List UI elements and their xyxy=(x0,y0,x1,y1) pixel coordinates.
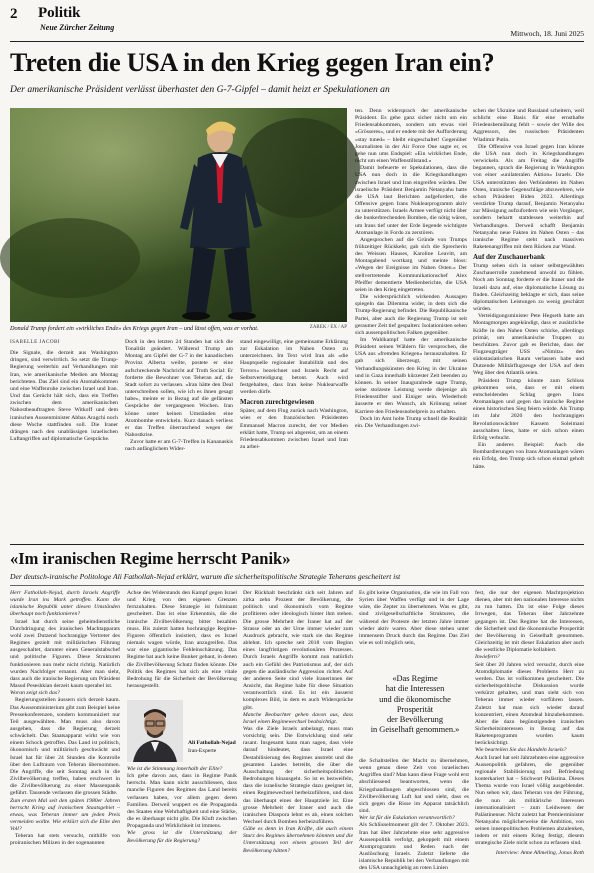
expert-portrait xyxy=(127,700,183,762)
answer: Als Schlüsselmoment gilt der 7. Oktober 2023. Iran hat über Jahrzehnte eine sehr aggressive Aussenpolitik verfolgt, gekoppelt mit einem Atomprogramm und Reden nach der Auslöschung Israels. Zuletzt lieferte die islamische Republik bei den Verhandlungen mit den USA unnachgiebig an roten Linien xyxy=(359,822,469,872)
answer: Israel hat durch seine geheimdienstliche Durchdringung des iranischen Machtapparats wohl zwei Dutzend hochrangige Vertreter des Regimes gezielt mit militärischen Führung ausgeschaltet, darunter einen Generalstabschef und politische Figuren. Diese Strukturen funktionieren nun mehr nicht richtig. Natürlich wurden Nachfolger ernannt. Aber man sieht, dass auch die iranische Regierung um Präsident Masud Peseshkian derzeit kaum operabel ist. xyxy=(10,618,120,690)
page-number: 2 xyxy=(10,6,18,22)
paragraph: schen der Ukraine und Russland scheitern, weil schlicht eine Basis für eine ernsthafte Friedensbemühung fehlt – sowie der Wille des Aggressors, des russischen Präsidenten Wladimir Putin. xyxy=(473,108,584,143)
portrait-name: Ali Fathollah-Nejad xyxy=(188,740,236,746)
article1-column-2 xyxy=(125,339,233,539)
answer: die Schaltstellen der Macht zu übernehmen, wenn genau diese Zeit von israelischen Angriffen sind? Man kann diese Frage wohl erst abschliessend beantworten, wenn die Kriegshandlungen abgeschlossen sind, die Zivilbevölkerung Luft hat und sieht, dass es sich gegen die Risse im Apparat tatsächlich sind. xyxy=(359,758,469,815)
interview-headline: «Im iranischen Regime herrscht Panik» xyxy=(10,549,291,568)
article2-column-4-top xyxy=(359,590,469,668)
question: Zum ersten Mal seit den späten 1980er Jahren herrscht Krieg auf iranischem Staatsgebiet – etwas, was Teheran immer um jeden Preis vermeiden wollte. Wie erklärt sich die Elite den Voll? xyxy=(10,797,120,833)
interview-deck: Der deutsch-iranische Politologe Ali Fathollah-Nejad erklärt, warum die sicherheitspolitische Strategie Teherans gescheitert ist xyxy=(10,572,401,581)
paragraph: Später, auf dem Flug zurück nach Washington, wies er den französischen Präsidenten Emmanuel Macron zurecht, der vor Medien erklärt hatte, Trump sei abgereist, um an einem Friedensabkommen zwischen Israel und Iran zu arbei- xyxy=(240,408,348,451)
paragraph: Zuvor hatte er am G-7-Treffen in Kananaskis nach anfänglichem Wider- xyxy=(125,439,233,453)
question: Woran zeigt sich das? xyxy=(10,690,60,697)
main-deck: Der amerikanische Präsident verlässt überhastet den G-7-Gipfel – damit heizt er Spekulationen an xyxy=(10,84,390,95)
question: Inwiefern? xyxy=(475,654,500,661)
article2-column-3 xyxy=(243,590,353,866)
answer: Auch Israel hat seit Jahrzehnten eine aggressive Aussenpolitik gefahren, die gegenüber regionale Stabilisierung und Befriedung konterkariert hat – Stichwort Palästina. Dieses Thema wurde von Israel völlig ausgeblendet. Nun sehen wir, dass Teheran von der Führung, die nun als militärische Interessen internationalisiert – zum Leidwesen der Palästinenser. Nicht zuletzt hat Premierminister Netanyahu möglicherweise die Ambition, von seinen innenpolitischen Problemen abzulenken, indem er mit einem Krieg festigt, diesem strategische Ziele nicht schon zu erfassen sind. xyxy=(475,754,584,847)
question: Wer ist für die Eskalation verantwortlich? xyxy=(359,815,455,822)
article1-column-5 xyxy=(473,108,584,539)
answer: Ich gehe davon aus, dass in Regime Panik herrscht. Man kann nicht ausschliessen, dass manche Figuren des Regimes das Land bereits verlassen haben, vor allem gegen deren Familien. Derweil wuppert es die Propaganda des Staates eine Wehrhaftigkeit und eine Stärke, die es überhaupt nicht gibt. Die Kluft zwischen Propaganda und Wirklichkeit ist immens. xyxy=(127,773,237,830)
question: Herr Fathollah-Nejad, durch Israels Angriffe wurde Iran ins Mark getroffen. Kann die islamische Republik unter diesen Umständen überhaupt noch funktionieren? xyxy=(10,590,120,618)
photo-credit: ZAREK / EX / AP xyxy=(309,325,347,330)
interviewer-credit: Interview: Anne Allmeling, Jonas Roth xyxy=(495,849,584,856)
pull-quote-line: der Bevölkerung xyxy=(386,715,444,725)
pull-quote-line: in Geiselhaft genommen.» xyxy=(370,725,460,735)
issue-date: Mittwoch, 18. Juni 2025 xyxy=(510,29,584,38)
article2-column-1 xyxy=(10,590,120,866)
newspaper-page xyxy=(10,5,584,872)
subheading-zuschauerbank: Auf der Zuschauerbank xyxy=(473,253,545,262)
question: Manche Beobachter gehen davon aus, dass Israel einen Regimewechsel beabsichtigt. xyxy=(243,711,353,725)
main-headline: Treten die USA in den Krieg gegen Iran ein? xyxy=(10,48,495,77)
paragraph: Doch im Amt holte Trump schnell die Realität ein. Die Verhandlungen zwi- xyxy=(355,415,467,429)
answer: Es gibt keine Organisation, die wie im Fall von Syrien über Waffen verfügt und in der Lage wäre, die Zepter zu übernehmen. Was es gibt, sind zivilgesellschaftliche Strukturen, die während der Proteste der letzten Jahre immer wieder aktiv waren. Aber diese stehen unter immensem Druck durch das Regime. Das Ziel wie es soll möglich sein, xyxy=(359,590,469,647)
masthead-logo: Neue Zürcher Zeitung xyxy=(40,23,115,32)
paragraph: Trump sehen sich in seiner selbstgewählten Zuschauerrolle zunehmend unwohl zu fühlen. Noch am Sonntag forderte er die Iraner und die Israeli dazu auf, eine diplomatische Lösung zu finden. Gleichzeitig beklagte er sich, dass seine diplomatischen Leistungen zu wenig geschätzt würden. xyxy=(473,263,584,313)
paragraph: Angesprochen auf die Gründe von Trumps frühzeitiger Rückkehr, gab sich die Sprecherin des Weissen Hauses, Karoline Leavitt, am Montagabend wortkarg und meinte bloss: «Wegen der Ereignisse im Nahen Osten.» Der stellvertretende Kommunikationschef Alex Pfeiffer dementierte Medienberichte, die USA seien in den Krieg eingetreten. xyxy=(355,236,467,293)
article2-column-5 xyxy=(475,590,584,866)
portrait-role: Iran-Experte xyxy=(188,748,217,754)
article2-column-4-bottom xyxy=(359,758,469,872)
trump-photo xyxy=(10,108,347,322)
photo-illustration xyxy=(10,108,347,322)
portrait-image xyxy=(127,700,183,762)
pull-quote-line: Prosperität xyxy=(396,704,434,714)
paragraph: Die widersprüchlich wirkenden Aussagen spiegeln das Dilemma wider, in dem sich die Trump-Regierung befindet. Die Republikanische Partei, aber auch die Regierung Trump ist seit geraumer Zeit tief gespalten: Isolationisten sehen sich aussenpolitischen Falken gegenüber. xyxy=(355,294,467,336)
answer: fest, die nur der eigenen Machtprojektion dienen, aber mit den nationalen Interesse nichts zu tun hatten. Da ist eine Folge dieses Irrwegen, das Teheran über Jahrzehnte gegangen ist. Das Regime hat die Interessen, die Sicherheit und die ökonomische Prosperität der Bevölkerung in Geiselhaft genommen. Gleichzeitig ist mit dieser Eskalation aber auch die westliche Diplomatie kollabiert. xyxy=(475,590,584,654)
article1-column-4 xyxy=(355,108,467,539)
question: Gäbe es denn in Iran Kräfte, die auch einem Sturz des Regimes übernehmen könnten und die Unterstützung von einem grossen Teil der Bevölkerung hätten? xyxy=(243,826,353,854)
caption-text: Donald Trump fordert ein «wirkliches Ende» des Kriegs gegen Iran – und lässt offen, was er vorhat. xyxy=(10,325,259,332)
subheading-macron: Macron zurechtgewiesen xyxy=(240,398,315,407)
paragraph: ten. Denn widersprach der amerikanische Präsident. Es gehe ganz sicher nicht um ein Friedensabkommen, sondern um etwas viel «Grösseres», und er endete mit der Aufforderung «stay tuned» – bleibt eingeschaltet! Gegenüber Journalisten in der Air Force One sagte er, es gehe nun ums Endspiel: «Ein wirkliches Ende, nicht um einen Waffenstillstand.» xyxy=(355,108,467,165)
answer: Seit über 20 Jahren wird versucht, durch eine Atomdiplomatie dieses Problems Herr zu werden. Das ist vollkommen gescheitert. Die sicherheitspolitische Diskussion wurde verkürzt gehalten, und man sieht sich von Teheran immer wieder vorführen lassen. Zuletzt hat man sich wieder darauf konzentriert, einen Atomdeal hinzubekommen. Aber die dazu begünstigenden iranischen Sicherheitsinteressen in Bezug auf das Raketenprogramm wurden kaum berücksichtigt. xyxy=(475,661,584,747)
section-divider xyxy=(10,544,584,545)
answer: Was die Ziele Israels anbelangt, muss man vorsichtig sein. Die Entwicklung sind sehr rasant. Insgesamt kann man sagen, dass viele darauf hindeutet, dass Israel eine Destabilisierung des Regimes anstrebt und die gesamten Landes betreibt, die über die Ausschaltung der sicherheitspolitischen Bedrohungen hinausgeht. So ist es bezweifeln, dass die israelische Strategie dazu geeignet ist, einen Regimewechsel herbeizuführen, und dass das überhaupt eines der Hauptziele ist. Eine grosse Mehrheit der Iraner und auch die iranischen Diaspora lehnt es ab, einen solchen Wechsel durch Bomben herbeizuführen. xyxy=(243,725,353,825)
answer: Der Rückhalt beschränkt sich seit Jahren auf zirka zehn Prozent der Bevölkerung, die politisch und ökonomisch vom Regime profitieren oder ideologisch hinter ihm stehen. Die grosse Mehrheit der Iraner hat auf der Strasse oder an der Urne immer wieder zum Ausdruck gebracht, wie stark sie das Regime ablehnt. Ich spreche seit 2018 vom Beginn eines langfristigen revolutionären Prozesses. Durch Israels Angriffe kommt nun natürlich auch ein Gefühl des Patriotismus auf, der sich gegen die ausländische Aggression richtet. Auf der anderen Seite sind viele Iranerinnen der Ansicht, das Regime habe für diese Situation verantwortlich sind. Es ist ein äusserst komplexes Bild, in dem es auch Widersprüche gibt. xyxy=(243,590,353,711)
paragraph: Die Offensive von Israel gegen Iran könnte die USA nun doch in Kriegshandlungen verwickeln. Als am Freitag die Angriffe begannen, sprach die Regierung in Washington von einer «unilateralen Aktion» Israels. Die USA unterstützten den Verbündeten im Nahen Osten, iranische Gegenschläge abzuwehren, wie schon Präsident Biden 2023. Allerdings verstärkte Trump darauf, Benjamin Netanyahu zur Mässigung aufzufordern wie sein Vorgänger, sondern behartt stattdessen weiterhin auf Verhandlungen. Derweil schafft Benjamin Netanyahu neue Fakten im Nahen Osten – das iranische Regime steht nach massiven Raketenangriffen mit dem Rücken zur Wand. xyxy=(473,143,584,250)
question: Wie ist die Stimmung innerhalb der Elite? xyxy=(127,766,223,772)
paragraph: Im Wahlkampf hatte der amerikanische Präsident seinen Wählern für versprochen, die USA aus «fremden Kriegen» herauszuhalten. Er gab sich überzeugt, mit seinen Verhandlungskünsten den Krieg in der Ukraine und in Gaza innerhalb kürzester Zeit beenden zu können. In seiner Inauguralrede sagte Trump, seine stolzeste Leistung werde diejenige als Friedensstifter und Einiger sein. Wiederholt äusserte er den Wunsch, als Krönung seiner Karriere den Friedensnobelpreis zu erhalten. xyxy=(355,337,467,415)
author-byline: ISABELLE JACOBI xyxy=(10,339,60,345)
article2-column-2-top xyxy=(127,590,237,696)
article1-column-1 xyxy=(10,339,118,539)
article2-column-2-bottom xyxy=(127,766,237,866)
pull-quote-line: hat die Interessen xyxy=(385,684,445,694)
question: Wie gross ist die Unterstützung der Bevölkerung für die Regierung? xyxy=(127,830,237,844)
paragraph: Damit befeuerte er Spekulationen, dass die USA nun doch in die Kriegshandlungen zwischen Israel und Iran eingreifen würden. Der israelische Präsident Benjamin Netanyahu hatte die USA laut Berichten aufgefordert, die Offensive gegen Irans Nuklearprogramm aktiv zu unterstützen. Israels Armee verfügt nicht über die bunkerbrechenden Bomben, die nötig wären, um Irans tief unter der Erde liegende wichtigste Atomanlage in Fordo zu zerstören. xyxy=(355,165,467,236)
paragraph: Doch in den letzten 24 Standen hat sich die Tonalität geändert. Während Trump am Montag am Gipfel der G-7 in der kanadischen Provinz Alberta weilte, postete er eine aufschreckende Nachricht auf Truth Social: Er forderte die Bewohner von Teheran auf, die Stadt sofort zu verlassen. «Iran hätte den Deal unterschreiben sollen, wie ich es ihnen gesagt habe», meinte er in Bezug auf die gefänsten Gespräche der vergangenen Wochen. Iran könne unter keinen Umständen eine Atombombe entwickeln. Kurz danach verliess er das Treffen überraschend wegen der Nahostkrise. xyxy=(125,339,233,439)
answer: Teheran hat stets versucht, mithilfe von proiranischen Milizen in der sogenannten xyxy=(10,833,120,847)
paragraph: Präsident Trump könnte zum Schluss gekommen sein, dass er mit einem entscheidenden Schlag gegen Irans Atomanlagen und gegen das iranische Regime einen historischen Sieg feiern würde. Als Trump im Jahr 2020 den hochrangigen Revolutionswächter Kassem Soleimani ausschalten liess, hatte er sich schon einen Erfolg verbucht. xyxy=(473,377,584,441)
answer: Regierungsstellen äussern sich derzeit kaum. Das Aussenministerium gibt zum Beispiel keine Pressekonferenzen, sondern kommuniziert nur Teil ausgewählten. Man muss also davon ausgehen, dass die Regierung derzeit schwächelt. Das Staatsapparat wirkt wie von einem Schock getroffen. Das Land ist politisch, ökonomisch und militärisch geschwächt und Israel hat für über 24 Stunden die Kontrolle über den Luftraum von Teheran übernommen. Die Angriffe, die seit Sonntag auch in die Zivilbevölkerung treffen, haben erschwert in die Zivilbevölkerung zu einer Massenpanik geführt. Tausende verlassen die grossen Städte. xyxy=(10,697,120,797)
paragraph: Verteidigungsminister Pete Hegseth hatte am Montagmorgen angekündigt, dass er zusätzliche Kräfte in den Nahen Osten schicke, allerdings primär, um amerikanische Truppen zu beschützen. Zuvor gab es Berichte, dass der Flugzeugträger USS «Nimitz» den südostasiatischen Raum verlassen habe und Dutzende Militärflugzeuge der USA auf dem Weg über den Atlantik seien. xyxy=(473,313,584,377)
question: Wie beurteilen Sie das Handeln Israels? xyxy=(475,747,567,754)
pull-quote-line: und die ökonomische xyxy=(379,694,451,704)
article1-column-3 xyxy=(240,339,348,539)
answer: Achse des Widerstands den Kampf gegen Israel und Krieg von den eigenen Grenzen fernzuhalten. Diese Strategie ist fulminant gescheitert. Das ist eine Erkenntnis, die die iranische Zivilbevölkerung bitter bezahlen muss. Bis zuletzt hatten hochrangige Regime-Figuren öffentlich insistiert, dass es Israel niemals wagen würde, Iran anzugreifen. Das war eine gigantische Fehleinschätzung. Das Regime hat auch keine Bunker gebaut, in denen die Zivilbevölkerung Schutz finden könnte. Die Politik des Regimes hat sich als eine vitale Bedrohung für die Sicherheit der Bevölkerung herausgestellt. xyxy=(127,590,237,690)
page-header xyxy=(10,6,584,42)
deck-divider xyxy=(10,585,584,586)
paragraph: stand eingewilligt, eine gemeinsame Erklärung zur Eskalation im Nahen Osten zu unterzeichnen. Im Text wird Iran als «die Hauptquelle regionaler Instabilität und des Terrors» bezeichnet und Israels Recht auf Selbstverteidigung betont. Auch wird festgehalten, dass Iran keine Nuklearwaffe werden dürfe. xyxy=(240,339,348,396)
photo-caption xyxy=(10,325,347,335)
section-title: Politik xyxy=(38,5,81,21)
pull-quote-line: «Das Regime xyxy=(392,674,438,683)
pull-quote xyxy=(362,674,468,736)
paragraph: Die Signale, die derzeit aus Washington dringen, sind verwirrlich. So setzt die Trump-Regierung weiterhin auf Verhandlungen mit Iran, wie amerikanische Medien am Montag berichteten. Das Ziel sind ein Atomabkommen und eine Waffenruhe zwischen Israel und Iran. Und das Gerücht hält sich, dass ein Treffen zwischen dem amerikanischen Nahostbeauftragten Steve Witkoff und dem iranischen Aussenminister Abbas Aragchi noch diese Woche stattfinden soll. Die Iraner drängen nach den unablässigen israelischen Luftangriffen auf diplomatische Gespräche. xyxy=(10,350,118,443)
paragraph: Ein anderes Beispiel: Auch die Bombardierungen von Irans Atomanlagen wären ein Erfolg, den Trump sich schon einmal geholt hätte. xyxy=(473,442,584,470)
